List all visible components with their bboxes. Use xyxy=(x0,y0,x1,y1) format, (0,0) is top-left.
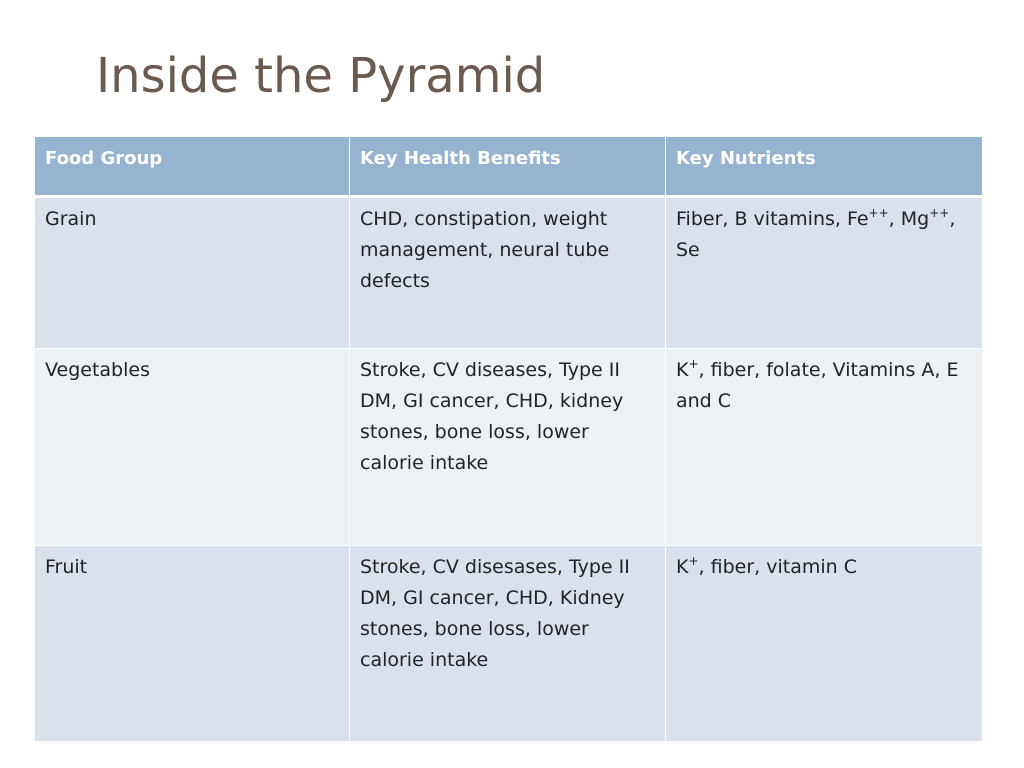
nutrients-charge: ++ xyxy=(868,206,889,220)
food-group-cell: Vegetables xyxy=(35,349,350,546)
health-benefits-cell: CHD, constipation, weight management, neural tube defects xyxy=(350,197,666,349)
nutrients-text: K xyxy=(676,359,689,381)
nutrients-text: , Mg xyxy=(888,208,930,230)
table-header-row xyxy=(35,137,983,197)
nutrients-charge: + xyxy=(688,554,699,568)
table-row-grain xyxy=(35,197,983,349)
nutrients-text: , fiber, folate, Vitamins A, E and C xyxy=(676,359,959,412)
table-row-fruit xyxy=(35,546,983,742)
nutrients-charge: + xyxy=(688,357,699,371)
food-group-cell: Grain xyxy=(35,197,350,349)
table-row-vegetables xyxy=(35,349,983,546)
health-benefits-cell: Stroke, CV disesases, Type II DM, GI cancer, CHD, Kidney stones, bone loss, lower calorie intake xyxy=(350,546,666,742)
food-group-table xyxy=(34,136,983,742)
slide-title: Inside the Pyramid xyxy=(96,48,546,104)
food-group-cell: Fruit xyxy=(35,546,350,742)
nutrients-text: , fiber, vitamin C xyxy=(698,556,857,578)
nutrients-charge: ++ xyxy=(929,206,950,220)
nutrients-text: K xyxy=(676,556,689,578)
header-food-group: Food Group xyxy=(35,137,350,197)
nutrients-cell xyxy=(666,197,983,349)
nutrients-cell xyxy=(666,546,983,742)
nutrients-cell xyxy=(666,349,983,546)
nutrients-text: , Se xyxy=(676,208,956,261)
header-key-health-benefits: Key Health Benefits xyxy=(350,137,666,197)
header-key-nutrients: Key Nutrients xyxy=(666,137,983,197)
nutrients-text: Fiber, B vitamins, Fe xyxy=(676,208,869,230)
health-benefits-cell: Stroke, CV diseases, Type II DM, GI cancer, CHD, kidney stones, bone loss, lower calorie intake xyxy=(350,349,666,546)
